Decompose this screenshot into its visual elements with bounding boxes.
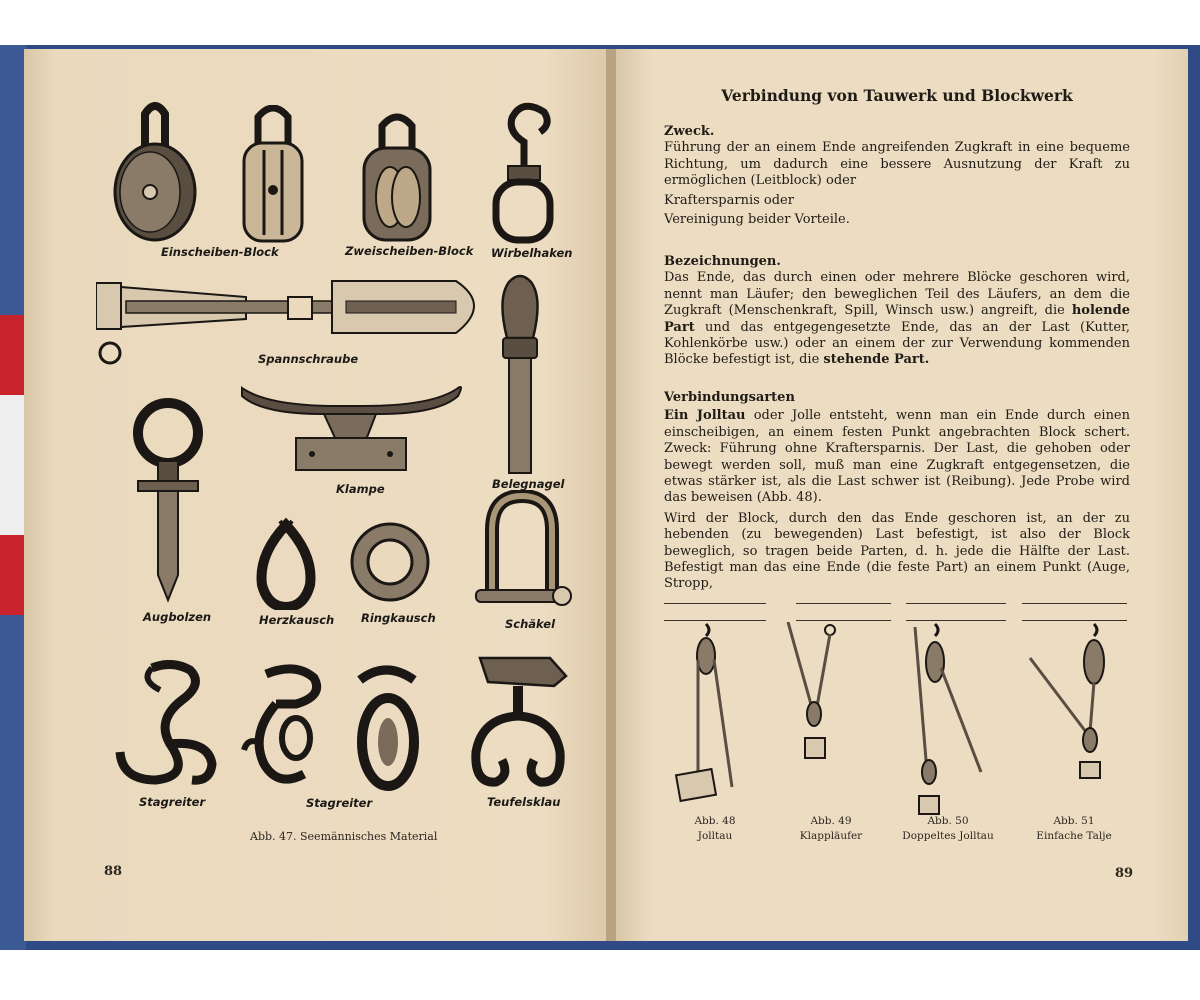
label-belegnagel: Belegnagel: [492, 477, 565, 491]
label-stagreiter-1: Stagreiter: [139, 795, 206, 809]
label-zweischeiben-block: Zweischeiben-Block: [345, 244, 474, 258]
section-bezeichnungen: [664, 254, 1130, 369]
figure-caption-47: Abb. 47. Seemännisches Material: [250, 830, 438, 843]
stagreiter-2-illustration: [236, 664, 332, 790]
ceiling-line-49-top: [796, 603, 891, 604]
doppeltes-jolltau-illustration: [905, 622, 990, 817]
label-schaekel: Schäkel: [505, 617, 556, 631]
section-zweck: [664, 124, 1130, 228]
wirbelhaken-illustration: [488, 102, 558, 247]
section-verbindungsarten: [664, 390, 1130, 593]
label-teufelsklau: Teufelsklau: [487, 795, 561, 809]
teufelsklau-illustration: [462, 652, 574, 792]
herzkausch-illustration: [250, 515, 322, 610]
zweck-text-2: Kraftersparnis oder: [664, 192, 794, 208]
label-stagreiter-2: Stagreiter: [306, 796, 373, 810]
zweck-text-1: Führung der an einem Ende angreifenden Zugkraft in eine bequeme Richtung, um dadurch eine bessere Ausnutzung der Kraft zu ermöglichen (Leitblock) oder: [664, 140, 1130, 189]
einfache-talje-illustration: [1028, 622, 1113, 782]
heading-verbindungsarten: Verbindungsarten: [664, 390, 795, 405]
klampe-illustration: [238, 380, 463, 475]
caption-abb-51: Abb. 51 Einfache Talje: [1036, 815, 1112, 842]
page-number-right: 89: [1115, 866, 1134, 881]
ceiling-line-48-top: [664, 603, 766, 604]
label-ringkausch: Ringkausch: [361, 611, 436, 625]
ceiling-line-48: [664, 620, 766, 621]
jolltau-illustration: [672, 622, 752, 807]
stagreiter-1-illustration: [112, 660, 222, 790]
chapter-title: Verbindung von Tauwerk und Blockwerk: [721, 86, 1073, 105]
ceiling-line-51-top: [1022, 603, 1127, 604]
ceiling-line-49: [796, 620, 891, 621]
heading-zweck: Zweck.: [664, 124, 715, 139]
klapplaeufer-illustration: [780, 622, 870, 767]
book-cover-edge: [0, 45, 26, 950]
label-spannschraube: Spannschraube: [258, 352, 359, 366]
page-number-left: 88: [104, 864, 123, 879]
einscheiben-block-illustration: [110, 100, 200, 245]
verbindungsarten-para-1: Ein Jolltau oder Jolle entsteht, wenn man ein Ende durch einen einscheibigen, an einem festen Punkt angebrachten Block schert. Zweck: Führung ohne Kraftersparnis. Der Last, die gehoben oder bewegt werden soll, muß man eine Zugkraft entgegensetzen, die etwas stärker ist, als die Last schwer ist (Reibung). Jede Probe wird das beweisen (Abb. 48).: [664, 408, 1131, 506]
zweischeiben-block-2-illustration: [360, 112, 435, 242]
caption-abb-50: Abb. 50 Doppeltes Jolltau: [902, 815, 994, 842]
augbolzen-illustration: [130, 395, 205, 603]
label-klampe: Klampe: [336, 482, 385, 496]
label-herzkausch: Herzkausch: [259, 613, 335, 627]
bezeichnungen-text: Das Ende, das durch einen oder mehrere Blöcke geschoren wird, nennt man Läufer; den beweglichen Teil des Läufers, an dem die Zugkraft (Menschenkraft, Spill, Winsch usw.) angreift, die holende Part und das entgegengesetzte Ende, das an der Last (Kutter, Kohlenkörbe usw.) oder an einem der zur Verwendung kommenden Blöcke befestigt ist, die stehende Part.: [664, 270, 1130, 368]
belegnagel-illustration: [495, 268, 545, 478]
label-augbolzen: Augbolzen: [143, 610, 212, 624]
heading-bezeichnungen: Bezeichnungen.: [664, 254, 781, 269]
label-einscheiben-block: Einscheiben-Block: [161, 245, 279, 259]
verbindungsarten-para-2: Wird der Block, durch den das Ende geschoren ist, an der zu hebenden (zu bewegenden) Last befestigt, ist also der Block beweglich, so tragen beide Parten, d. h. jede die Hälfte der Last. Befestigt man das eine Ende (die feste Part) an einem Punkt (Auge, Stropp,: [664, 510, 1130, 592]
book-gutter: [606, 49, 616, 941]
ceiling-line-50-top: [906, 603, 1006, 604]
zweck-text-3: Vereinigung beider Vorteile.: [664, 212, 850, 228]
ringkausch-illustration: [342, 518, 438, 606]
stagreiter-3-illustration: [350, 664, 425, 792]
caption-abb-48: Abb. 48 Jolltau: [694, 815, 736, 842]
zweischeiben-block-illustration: [238, 105, 308, 245]
label-wirbelhaken: Wirbelhaken: [491, 246, 573, 260]
ceiling-line-51: [1022, 620, 1127, 621]
schaekel-illustration: [470, 490, 575, 618]
ceiling-line-50: [906, 620, 1006, 621]
caption-abb-49: Abb. 49 Klappläufer: [799, 815, 863, 842]
